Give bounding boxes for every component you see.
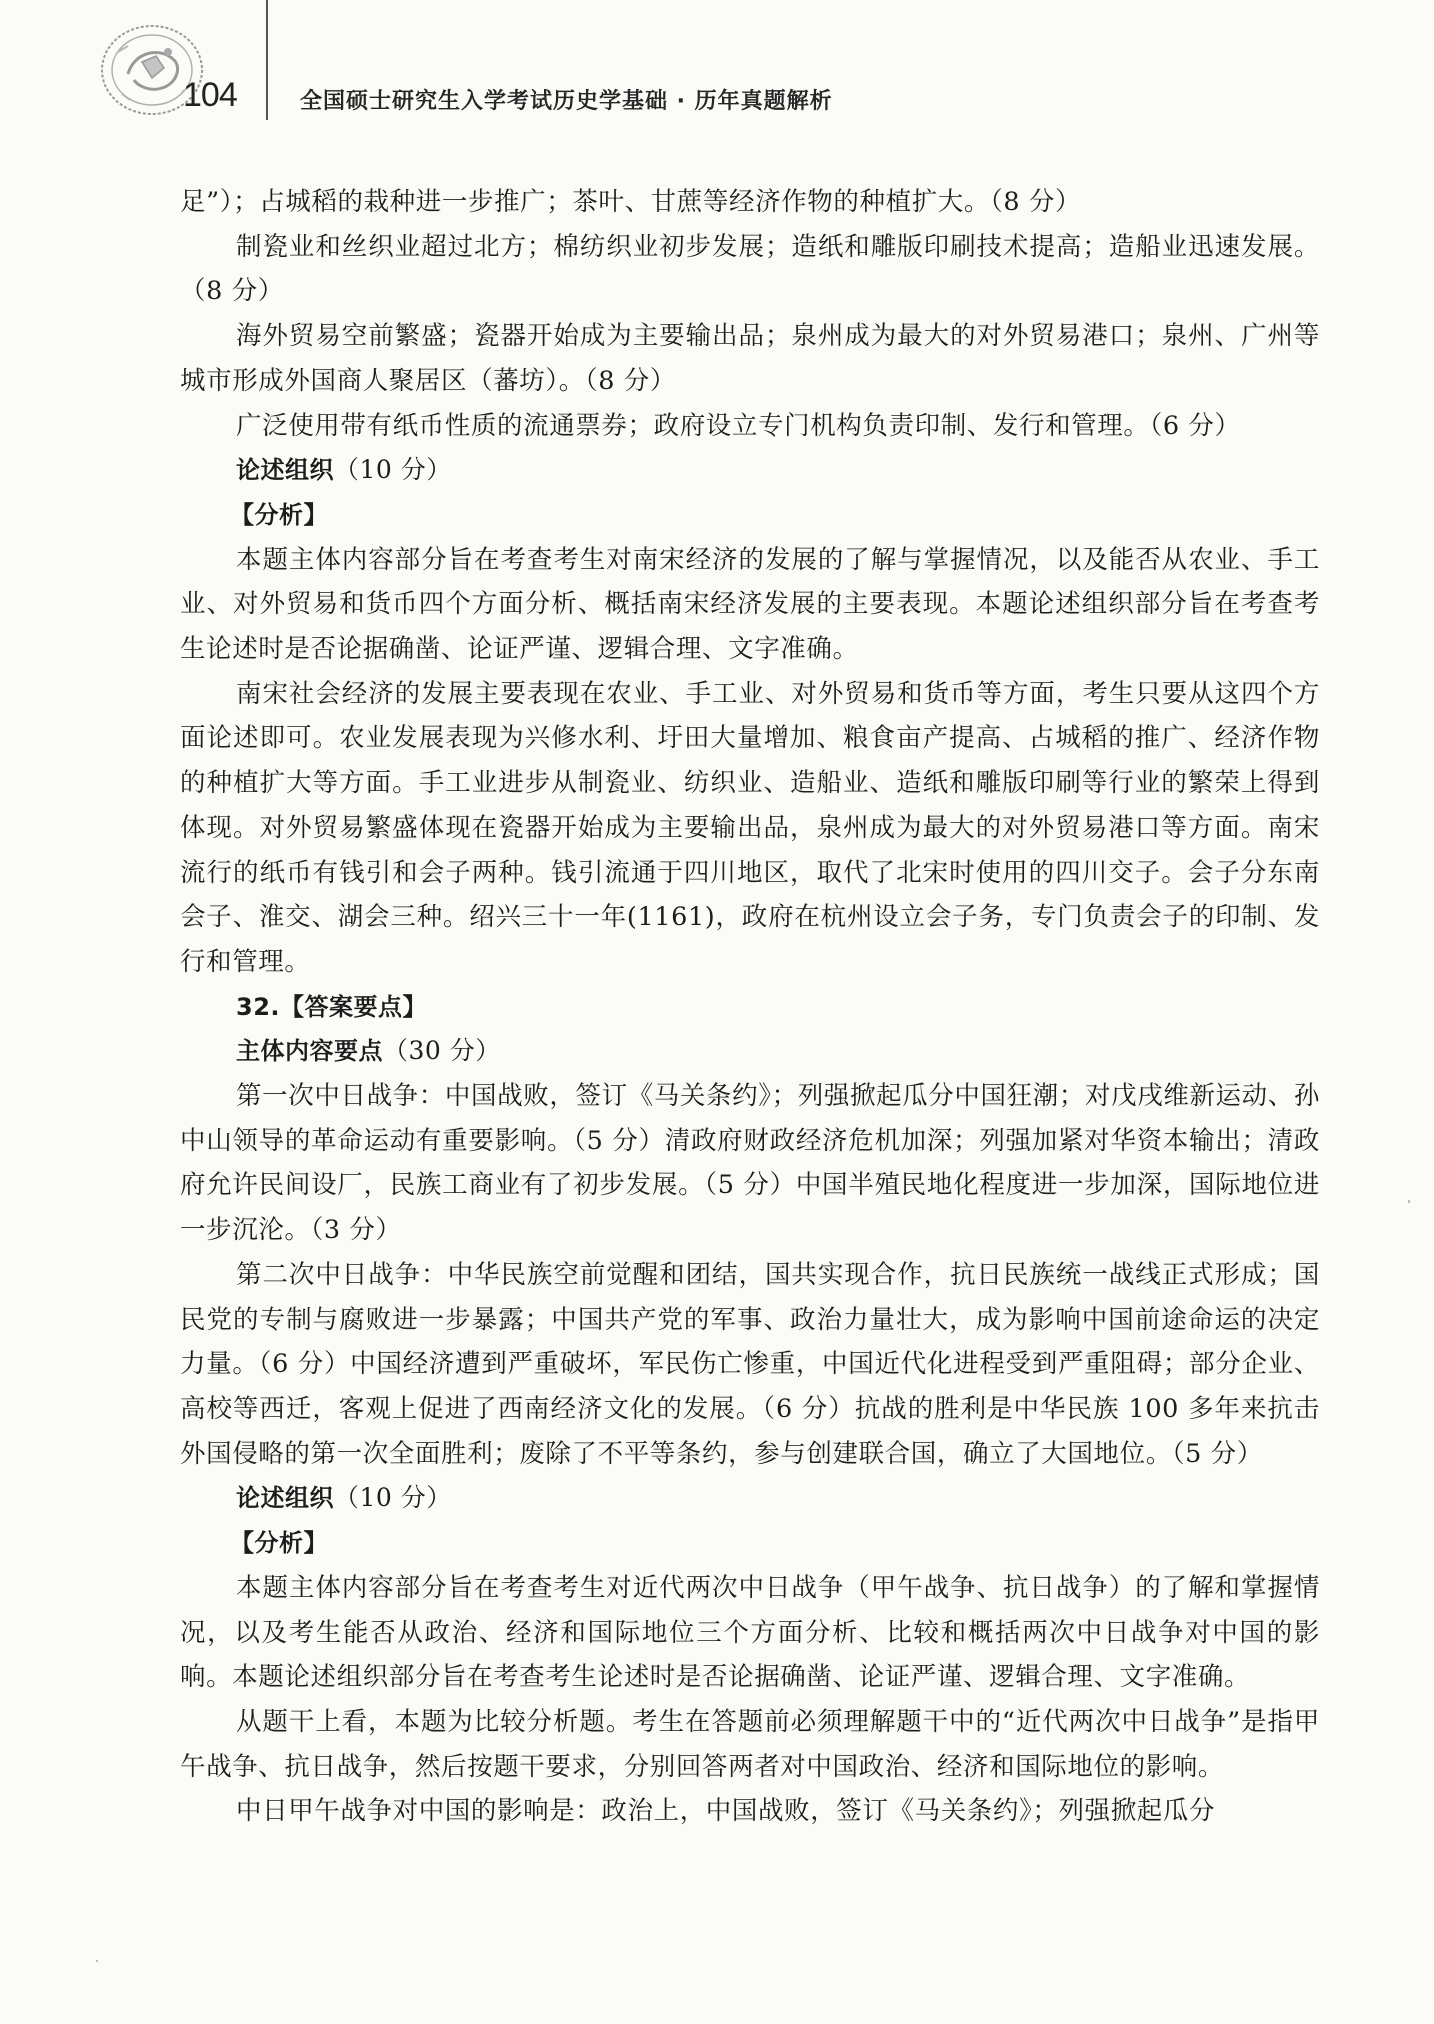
paragraph: 本题主体内容部分旨在考查考生对近代两次中日战争（甲午战争、抗日战争）的了解和掌握情况，以及考生能否从政治、经济和国际地位三个方面分析、比较和概括两次中日战争对中国的影响。本题论述组织部分旨在考查考生论述时是否论据确凿、论证严谨、逻辑合理、文字准确。: [180, 1572, 1320, 1693]
section-heading: [180, 493, 1320, 538]
paragraph: 南宋社会经济的发展主要表现在农业、手工业、对外贸易和货币等方面，考生只要从这四个方面论述即可。农业发展表现为兴修水利、圩田大量增加、粮食亩产提高、占城稻的推广、经济作物的种植扩大等方面。手工业进步从制瓷业、纺织业、造船业、造纸和雕版印刷等行业的繁荣上得到体现。对外贸易繁盛体现在瓷器开始成为主要输出品，泉州成为最大的对外贸易港口等方面。南宋流行的纸币有钱引和会子两种。钱引流通于四川地区，取代了北宋时使用的四川交子。会子分东南会子、淮交、湖会三种。绍兴三十一年(1161)，政府在杭州设立会子务，专门负责会子的印制、发行和管理。: [180, 678, 1320, 977]
page-header: [0, 0, 1434, 140]
scan-speck: [96, 1960, 98, 1962]
scan-speck: [1408, 1200, 1410, 1203]
heading-text: 主体内容要点: [236, 1037, 383, 1066]
section-heading: [180, 1029, 1320, 1074]
paragraph: 第二次中日战争：中华民族空前觉醒和团结，国共实现合作，抗日民族统一战线正式形成；国民党的专制与腐败进一步暴露；中国共产党的军事、政治力量壮大，成为影响中国前途命运的决定力量。（6 分）中国经济遭到严重破坏，军民伤亡惨重，中国近代化进程受到严重阻碍；部分企业、高校等西迁，客观上促进了西南经济文化的发展。（6 分）抗战的胜利是中华民族 100 多年来抗击外国侵略的第一次全面胜利；废除了不平等条约，参与创建联合国，确立了大国地位。（5 分）: [180, 1259, 1320, 1469]
heading-text: 【分析】: [230, 1529, 328, 1558]
section-heading: [180, 1476, 1320, 1521]
heading-points: （30 分）: [383, 1036, 501, 1066]
question-heading: [180, 985, 1320, 1030]
heading-text: 论述组织: [236, 456, 334, 485]
paragraph: 第一次中日战争：中国战败，签订《马关条约》；列强掀起瓜分中国狂潮；对戊戌维新运动、孙中山领导的革命运动有重要影响。（5 分）清政府财政经济危机加深；列强加紧对华资本输出；清政府允许民间设厂，民族工商业有了初步发展。（5 分）中国半殖民地化程度进一步加深，国际地位进一步沉沦。（3 分）: [180, 1081, 1320, 1246]
heading-text: 论述组织: [236, 1484, 334, 1513]
heading-text: 32.【答案要点】: [236, 992, 428, 1021]
paragraph: 本题主体内容部分旨在考查考生对南宋经济的发展的了解与掌握情况，以及能否从农业、手工业、对外贸易和货币四个方面分析、概括南宋经济发展的主要表现。本题论述组织部分旨在考查考生论述时是否论据确凿、论证严谨、逻辑合理、文字准确。: [180, 544, 1320, 665]
paragraph: 从题干上看，本题为比较分析题。考生在答题前必须理解题干中的“近代两次中日战争”是指甲午战争、抗日战争，然后按题干要求，分别回答两者对中国政治、经济和国际地位的影响。: [180, 1706, 1320, 1782]
header-divider: [266, 0, 268, 120]
paragraph: 制瓷业和丝织业超过北方；棉纺织业初步发展；造纸和雕版印刷技术提高；造船业迅速发展。（8 分）: [180, 231, 1320, 307]
section-heading: [180, 1521, 1320, 1566]
heading-points: （10 分）: [334, 455, 452, 485]
heading-text: 【分析】: [230, 500, 328, 529]
running-header-title: 全国硕士研究生入学考试历史学基础 · 历年真题解析: [300, 89, 833, 114]
paragraph: 海外贸易空前繁盛；瓷器开始成为主要输出品；泉州成为最大的对外贸易港口；泉州、广州等城市形成外国商人聚居区（蕃坊）。（8 分）: [180, 321, 1320, 396]
paragraph: 广泛使用带有纸币性质的流通票券；政府设立专门机构负责印制、发行和管理。（6 分）: [236, 410, 1241, 441]
paragraph: 足”）；占城稻的栽种进一步推广；茶叶、甘蔗等经济作物的种植扩大。（8 分）: [180, 187, 1082, 217]
paragraph: 中日甲午战争对中国的影响是：政治上，中国战败，签订《马关条约》；列强掀起瓜分: [236, 1796, 1216, 1827]
page-number: 104: [183, 76, 237, 114]
page-body: [180, 180, 1320, 1834]
heading-points: （10 分）: [334, 1483, 452, 1513]
section-heading: [180, 448, 1320, 493]
